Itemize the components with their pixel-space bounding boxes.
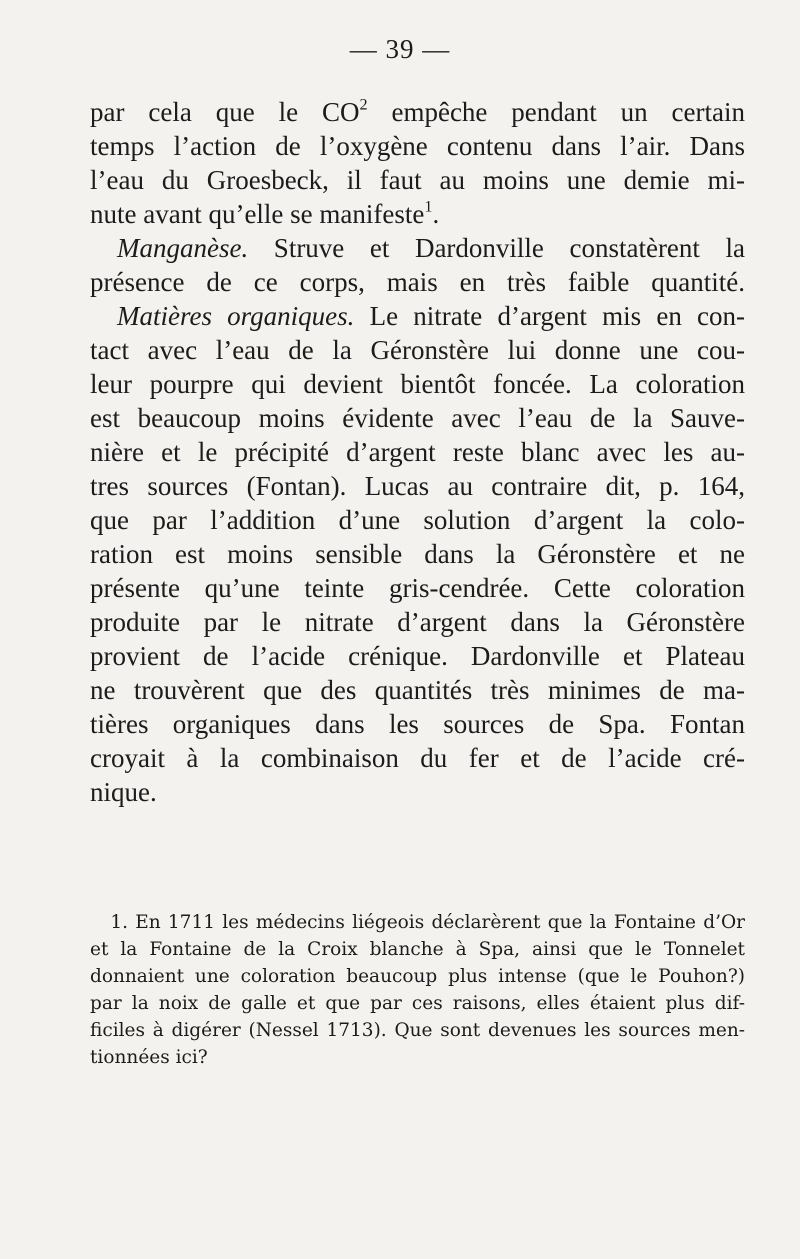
section-heading-organic-matter: Matières organiques.	[117, 301, 355, 331]
text-line: tact avec l’eau de la Géronstère lui donne une cou-	[90, 335, 745, 365]
text-line: Matières organiques. Le nitrate d’argent mis en con-	[117, 301, 745, 331]
footnote-reference: 1	[424, 197, 433, 216]
text-line: provient de l’acide crénique. Dardonville et Plateau	[90, 641, 745, 671]
text-line: ration est moins sensible dans la Géronstère et ne	[90, 539, 745, 569]
footnote-line: tionnées ici?	[90, 1047, 208, 1068]
text-line: tres sources (Fontan). Lucas au contraire dit, p. 164,	[90, 471, 745, 501]
text-line: leur pourpre qui devient bientôt foncée. La coloration	[90, 369, 745, 399]
text-line: l’eau du Groesbeck, il faut au moins une demie mi-	[90, 165, 745, 195]
footnote-line: donnaient une coloration beaucoup plus intense (que le Pouhon?)	[90, 966, 745, 987]
text-line: produite par le nitrate d’argent dans la Géronstère	[90, 607, 745, 637]
text-line: par cela que le $CO^2$ empêche pendant un certain	[90, 95, 746, 127]
page-number: — 39 —	[349, 34, 451, 64]
body-text	[90, 95, 745, 809]
text-line: croyait à la combinaison du fer et de l’acide cré-	[90, 743, 745, 773]
footnote-line: par la noix de galle et que par ces raisons, elles étaient plus dif-	[90, 993, 745, 1014]
text-line: temps l’action de l’oxygène contenu dans l’air. Dans	[90, 131, 745, 161]
text-line: tières organiques dans les sources de Spa. Fontan	[90, 709, 745, 739]
text-line: nique.	[90, 777, 157, 807]
text-line: présence de ce corps, mais en très faible quantité.	[90, 267, 745, 297]
text-line: présente qu’une teinte gris-cendrée. Cette coloration	[90, 573, 745, 603]
text-line: ne trouvèrent que des quantités très minimes de ma-	[90, 675, 745, 705]
text-line: nière et le précipité d’argent reste blanc avec les au-	[90, 437, 745, 467]
section-heading-manganese: Manganèse.	[117, 233, 249, 263]
text-line: que par l’addition d’une solution d’argent la colo-	[90, 505, 745, 535]
superscript: 2	[359, 95, 368, 114]
text-line: Manganèse. Struve et Dardonville constatèrent la	[117, 233, 745, 263]
text-line: est beaucoup moins évidente avec l’eau de la Sauve-	[90, 403, 745, 433]
footnote-line: 1. En 1711 les médecins liégeois déclarèrent que la Fontaine d’Or	[110, 912, 745, 933]
footnote	[90, 909, 745, 1071]
footnote-line: et la Fontaine de la Croix blanche à Spa, ainsi que le Tonnelet	[90, 939, 745, 960]
text-line: nute avant qu’elle se manifeste$^1$.	[90, 197, 440, 229]
footnote-line: ficiles à digérer (Nessel 1713). Que sont devenues les sources men-	[90, 1020, 745, 1041]
